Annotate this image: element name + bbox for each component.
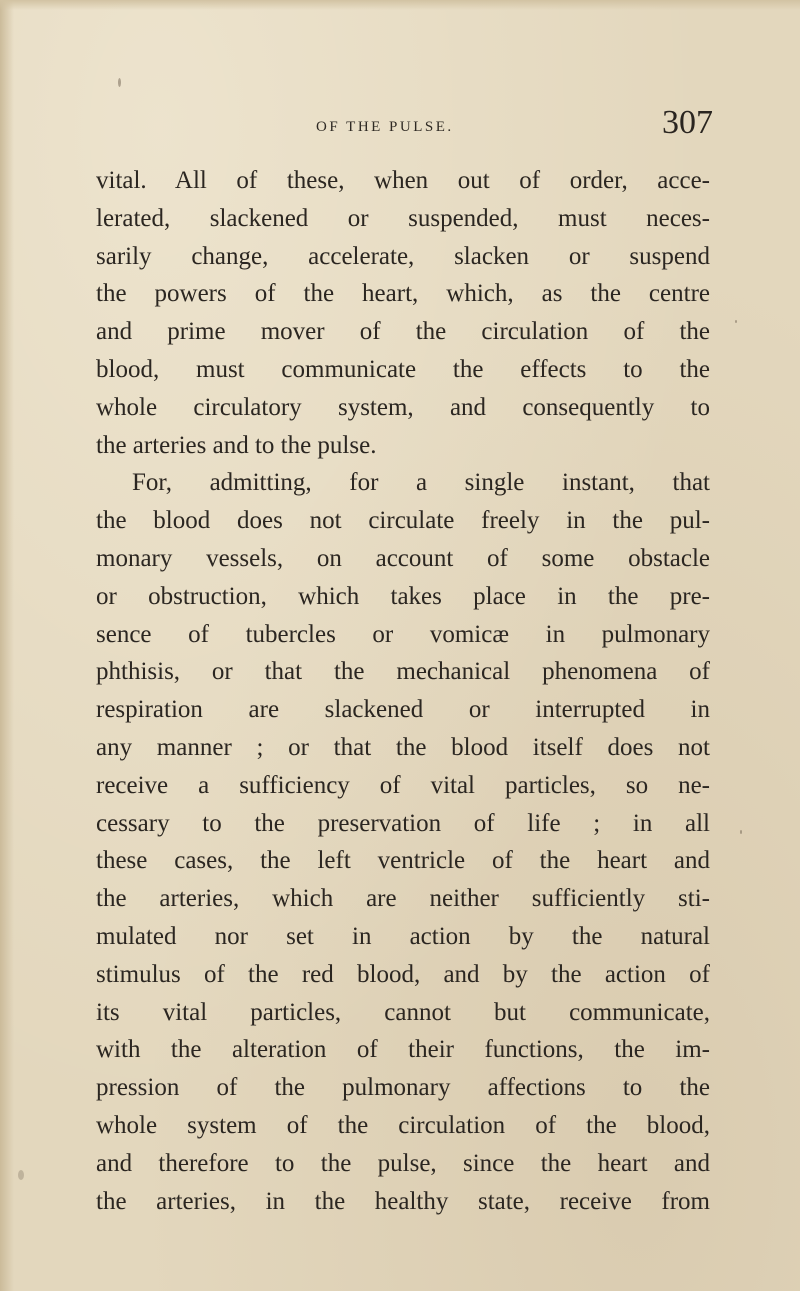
page-top-shadow (0, 0, 800, 10)
text-line: stimulus of the red blood, and by the action of (96, 960, 710, 988)
text-line: any manner ; or that the blood itself does not (96, 733, 710, 761)
paper-speck (740, 830, 742, 834)
text-line: sarily change, accelerate, slacken or suspend (96, 242, 710, 270)
text-line: For, admitting, for a single instant, that (132, 469, 710, 497)
text-line: with the alteration of their functions, the im- (96, 1036, 710, 1064)
text-line: respiration are slackened or interrupted in (96, 696, 710, 724)
text-line: the blood does not circulate freely in the pul- (96, 507, 710, 535)
text-line: receive a sufficiency of vital particles, so ne- (96, 771, 710, 799)
text-line: the arteries, in the healthy state, receive from (96, 1187, 710, 1215)
text-line: and prime mover of the circulation of the (96, 318, 710, 346)
text-line: the powers of the heart, which, as the centre (96, 280, 710, 308)
text-line: pression of the pulmonary affections to the (96, 1074, 710, 1102)
paper-speck (118, 78, 121, 87)
page-edge-shadow (0, 0, 14, 1291)
text-line: mulated nor set in action by the natural (96, 922, 710, 950)
text-line: and therefore to the pulse, since the heart and (96, 1149, 710, 1177)
text-line: whole circulatory system, and consequently to (96, 393, 710, 421)
text-line: whole system of the circulation of the blood, (96, 1111, 710, 1139)
text-line: lerated, slackened or suspended, must neces- (96, 204, 710, 232)
text-line: these cases, the left ventricle of the heart and (96, 847, 710, 875)
text-line: sence of tubercles or vomicæ in pulmonary (96, 620, 710, 648)
text-line: cessary to the preservation of life ; in all (96, 809, 710, 837)
text-line: the arteries and to the pulse. (96, 431, 377, 459)
text-line: vital. All of these, when out of order, acce- (96, 167, 710, 194)
text-line: or obstruction, which takes place in the pre- (96, 582, 710, 610)
body-text (96, 162, 710, 1220)
page-number: 307 (662, 104, 713, 141)
text-line: the arteries, which are neither sufficiently sti- (96, 885, 710, 913)
text-line: blood, must communicate the effects to the (96, 355, 710, 383)
text-line: monary vessels, on account of some obstacle (96, 544, 710, 572)
page-header (0, 100, 800, 150)
paper-speck (18, 1170, 24, 1180)
running-title: OF THE PULSE. (316, 119, 454, 135)
paper-speck (735, 320, 737, 323)
text-line: phthisis, or that the mechanical phenomena of (96, 658, 710, 686)
text-line: its vital particles, cannot but communicate, (96, 998, 710, 1026)
